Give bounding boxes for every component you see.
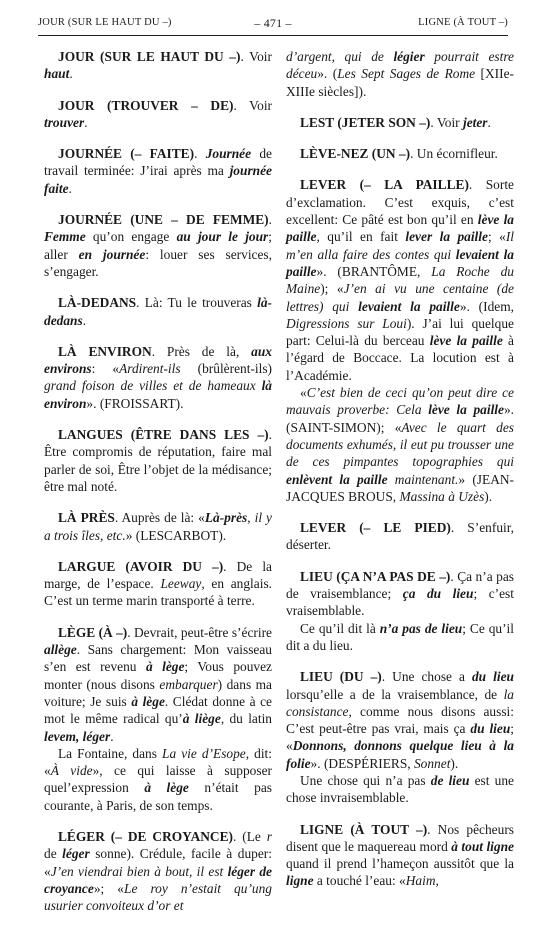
entry-journee-une-de-femme — [44, 211, 272, 280]
entry-paragraph — [44, 211, 272, 280]
text-run: . — [84, 114, 88, 130]
text-run: à lège — [145, 659, 185, 675]
text-run: . Devrait, peut-être s’écrire — [127, 624, 272, 640]
entry-paragraph — [286, 668, 514, 772]
headword: LIEU (ÇA N’A PAS DE –) — [300, 568, 451, 584]
text-run: r — [266, 828, 272, 844]
text-run: » (JEAN-JACQUES BROUS, — [286, 471, 514, 504]
text-run: il y a trois îles, etc. — [44, 510, 272, 543]
text-run: ». (BRANTÔME, — [316, 263, 432, 279]
entry-journee-faite — [44, 145, 272, 197]
text-run: quand il prend l’hameçon aussitôt que la — [286, 856, 514, 872]
entry-paragraph — [44, 828, 272, 914]
headword: LIGNE (À TOUT –) — [300, 821, 428, 837]
entry-paragraph — [44, 145, 272, 197]
entry-paragraph — [44, 97, 272, 132]
headword: LIEU (DU –) — [300, 669, 382, 685]
entry-paragraph — [44, 745, 272, 814]
headword: LEST (JETER SON –) — [300, 114, 431, 130]
text-run: La Fontaine, dans — [58, 745, 163, 761]
text-run: Il m’en alla faire des contes qui — [286, 229, 514, 262]
text-run: J’en viendrai bien à bout, il est — [50, 863, 228, 879]
text-run: . Un écornifleur. — [410, 146, 498, 162]
text-run: de travail terminée: J’irai après ma — [44, 146, 272, 179]
entry-leger-continued — [286, 48, 514, 100]
text-run: Une chose qui n’a pas — [300, 772, 431, 788]
text-run: . Sans chargement: Mon vaisseau s’en est revenu — [44, 642, 272, 675]
text-run: . Clédat donne à ce mot le même radical qu’ — [44, 693, 272, 727]
entry-jour-trouver-de — [44, 97, 272, 132]
text-run: . Voir — [233, 97, 273, 113]
text-run: ». (SAINT-SIMON); « — [286, 402, 514, 435]
text-run: . Près de là, — [151, 343, 252, 359]
entry-leve-nez-un — [286, 145, 514, 162]
text-run: ; aller — [44, 229, 272, 262]
entry-paragraph — [44, 624, 272, 745]
text-run: levem, léger — [44, 728, 111, 744]
text-run: a touché l’eau: « — [313, 873, 406, 889]
entry-ligne-a-tout — [286, 821, 514, 890]
entry-lieu-ca-na-pas-de — [286, 568, 514, 654]
text-run: ligne — [286, 873, 314, 889]
entry-la-environ — [44, 343, 272, 412]
right-column — [286, 48, 514, 904]
text-run: ). J’ai lui quelque part: Celui-là du berceau — [286, 315, 514, 349]
text-run: Ardirent-ils — [119, 361, 181, 377]
text-run: ). — [484, 488, 493, 504]
text-run: »; « — [93, 880, 124, 896]
text-run: », ce qui laisse à supposer quel’expression — [44, 763, 272, 796]
text-run: Les Sept Sages de Rome — [337, 66, 476, 82]
text-run: ; « — [487, 229, 506, 245]
header-right-guideword: LIGNE (À TOUT –) — [418, 17, 508, 28]
text-run: « — [300, 385, 307, 401]
entry-lever-la-paille — [286, 176, 514, 505]
headword: JOUR (SUR LE HAUT DU –) — [58, 49, 241, 64]
text-run: à l’égard de Boccace. La locution est à l’Académie. — [286, 333, 514, 383]
text-run: Là-près — [204, 510, 248, 526]
text-run: . Nos pêcheurs disent que le maquereau mord — [286, 821, 514, 854]
text-run: à liège — [182, 711, 221, 727]
text-run: qu’on engage — [85, 229, 177, 245]
text-run: . Une chose a — [381, 669, 472, 685]
page-number: – 471 – — [254, 16, 292, 30]
text-run: ). — [450, 755, 459, 771]
text-run: embarquer — [159, 676, 218, 692]
header-rule — [38, 35, 508, 36]
text-run: là environ — [44, 378, 272, 411]
text-run: Avec le quart des documents exhumés, il eut pu trousser une de ces pimpantes topographies qui — [286, 419, 514, 470]
text-run: , dit: « — [44, 745, 272, 779]
text-run: Haim, — [405, 873, 439, 889]
text-run: Femme — [44, 229, 86, 245]
text-run: , — [247, 510, 255, 526]
text-run: Massina à Uzès — [399, 488, 485, 504]
text-run: : « — [91, 361, 120, 377]
text-run: ». (DESPÉRIERS, — [310, 755, 414, 771]
running-header — [38, 14, 508, 36]
text-run: Ce qu’il dit là — [300, 620, 380, 636]
text-run: : louer ses services, s’engager. — [44, 246, 272, 279]
text-run: , du latin — [220, 711, 272, 727]
text-run: . — [487, 114, 491, 130]
text-run: Digressions sur Loui — [286, 315, 407, 331]
entry-la-dedans — [44, 294, 272, 329]
text-run: léger de croyance — [44, 863, 272, 896]
text-run: du lieu — [470, 721, 511, 737]
entry-paragraph — [44, 558, 272, 610]
text-run: là-dedans — [44, 295, 272, 328]
entry-paragraph — [44, 509, 272, 544]
text-run: La vie d’Esope — [162, 745, 246, 761]
text-run: lorsqu’elle a de la vraisemblance, de — [286, 686, 504, 702]
headword: LÀ ENVIRON — [58, 343, 152, 359]
entry-lege-a — [44, 624, 272, 814]
text-run: Journée — [205, 146, 252, 162]
text-run: lève la paille — [286, 212, 514, 245]
text-run: . Voir — [240, 49, 272, 64]
text-run: au jour le jour — [176, 229, 269, 245]
text-run: de lieu — [430, 772, 470, 788]
text-run: ) dans ma voiture; Je suis — [44, 676, 272, 709]
entry-paragraph — [286, 176, 514, 384]
text-run: » (LESCARBOT). — [125, 527, 227, 543]
text-run: lever la paille — [405, 229, 488, 245]
entry-paragraph — [44, 343, 272, 412]
text-run: journée faite — [44, 163, 272, 196]
headword: JOURNÉE (– FAITE) — [58, 146, 195, 162]
text-run: de — [44, 846, 63, 862]
entry-leger-de-croyance — [44, 828, 272, 914]
text-run: en journée — [78, 246, 146, 262]
text-run: ); « — [320, 281, 344, 297]
text-run: n’a pas de lieu — [379, 620, 463, 636]
text-run: trouver — [44, 114, 85, 130]
entry-paragraph — [44, 426, 272, 495]
headword: LÈGE (À –) — [58, 624, 128, 640]
text-run: . Ça n’a pas de vraisemblance; — [286, 568, 514, 602]
entry-lieu-du — [286, 668, 514, 806]
text-run: est une chose invraisemblable. — [286, 772, 514, 806]
text-run: Sonnet — [413, 755, 451, 771]
headword: LÈVE-NEZ (UN –) — [300, 146, 411, 162]
entry-la-pres — [44, 509, 272, 544]
headword: LANGUES (ÊTRE DANS LES –) — [58, 427, 269, 443]
text-run: . — [268, 212, 272, 228]
text-run: ; Vous pouvez monter (nous disons — [44, 659, 272, 692]
text-run: . Là: Tu le trouveras — [136, 295, 258, 311]
text-run: . S’enfuir, déserter. — [286, 520, 514, 553]
text-run: lève la paille — [428, 402, 504, 418]
text-run: grand foison de villes et de hameaux — [44, 378, 262, 394]
text-run: lève la paille — [429, 333, 503, 349]
text-run: , comme nous disons aussi: C’est peut-être pas vrai, mais ça — [286, 703, 514, 737]
text-run: . — [110, 728, 114, 744]
text-run: enlèvent la paille — [286, 471, 388, 487]
text-run: à lège — [131, 693, 165, 709]
entry-paragraph — [286, 384, 514, 505]
text-run: . Voir — [430, 114, 463, 130]
text-run: ». (FROISSART). — [86, 395, 184, 411]
entry-paragraph — [286, 568, 514, 620]
headword: LARGUE (AVOIR DU –) — [58, 558, 224, 574]
entry-paragraph — [286, 519, 514, 554]
entry-paragraph — [286, 114, 514, 131]
text-run: ça du lieu — [402, 586, 474, 602]
text-run: . (Le — [233, 828, 267, 844]
text-run: , en anglais. C’est un terme marin transporté à terre. — [44, 576, 273, 609]
text-run: la consistance — [286, 686, 514, 719]
text-run: Leeway — [160, 576, 202, 592]
text-run: du lieu — [471, 669, 514, 685]
text-run: ; Ce qu’il dit a du lieu. — [286, 620, 514, 653]
entry-lever-le-pied — [286, 519, 514, 554]
header-left-guideword: JOUR (SUR LE HAUT DU –) — [38, 17, 172, 28]
text-run: légier — [393, 49, 425, 64]
text-run: ». ( — [317, 66, 338, 82]
entry-langues-etre-dans-les — [44, 426, 272, 495]
text-run: ; « — [286, 721, 515, 754]
text-run: allège — [44, 642, 77, 658]
text-run: . Sorte d’exclamation. C’est exquis, c’est excellent: Ce pâté est bon qu’il en — [286, 177, 514, 228]
text-run: jeter — [462, 114, 488, 130]
text-run: . — [194, 146, 206, 162]
entry-paragraph — [286, 48, 514, 100]
text-run: léger — [62, 846, 90, 862]
entry-largue-avoir-du — [44, 558, 272, 610]
text-run: sonne). Crédule, facile à duper: « — [44, 846, 272, 879]
entry-paragraph — [286, 620, 514, 655]
text-run: . De la marge, de l’espace. — [44, 558, 272, 592]
text-run: ; c’est vraisemblable. — [286, 586, 514, 619]
entry-paragraph — [286, 821, 514, 890]
text-run: levaient la paille — [286, 246, 514, 279]
text-run: . Auprès de là: « — [114, 510, 205, 526]
text-run: à tout ligne — [451, 838, 514, 854]
headword: JOURNÉE (UNE – DE FEMME) — [58, 212, 269, 228]
headword: LEVER (– LA PAILLE) — [300, 177, 469, 193]
headword: LEVER (– LE PIED) — [300, 520, 451, 536]
text-run: . — [68, 180, 72, 196]
text-run: J’en ai vu une centaine (de lettres) qui — [286, 281, 515, 314]
text-run: C’est bien de ceci qu’on peut dire ce mauvais proverbe: Cela — [286, 385, 514, 418]
headword: LÀ-DEDANS — [58, 295, 137, 311]
left-column — [44, 48, 272, 928]
headword: JOUR (TROUVER – DE) — [58, 97, 234, 113]
text-run: pourrait estre déceu — [286, 49, 514, 82]
text-run: , qu’il en fait — [316, 229, 406, 245]
text-run: maintenant. — [387, 471, 459, 487]
entry-lest-jeter-son — [286, 114, 514, 131]
text-run: (brûlèrent-ils) — [180, 361, 272, 377]
text-run: Donnons, donnons quelque lieu à la folie — [286, 738, 514, 771]
text-run: d’argent, qui de — [286, 49, 394, 64]
text-run: La Roche du Maine — [286, 263, 514, 297]
text-run: À vide — [50, 763, 93, 779]
text-run: aux environs — [44, 343, 272, 377]
text-run: haut — [44, 66, 70, 82]
text-run: levaient la paille — [358, 298, 460, 314]
text-run: . — [69, 66, 73, 82]
text-run: . — [82, 312, 87, 328]
entry-paragraph — [44, 48, 272, 83]
entry-jour-sur-le-haut-du — [44, 48, 272, 83]
entry-paragraph — [44, 294, 272, 329]
headword: LÀ PRÈS — [58, 510, 115, 526]
text-run: Le roy n’estait qu’ung usurier convoiteux d’or et — [44, 880, 272, 914]
entry-paragraph — [286, 772, 514, 807]
text-run: ». (Idem, — [459, 298, 514, 314]
text-run: . Être compromis de réputation, faire mal parler de soi, Être l’objet de la médisance; être mal noté. — [44, 427, 272, 494]
text-run: à lège — [144, 780, 189, 796]
text-run: n’était pas courante, à Paris, de son temps. — [44, 780, 272, 813]
text-run: [XIIe-XIIIe siècles]). — [286, 66, 514, 99]
entry-paragraph — [286, 145, 514, 162]
headword: LÉGER (– DE CROYANCE) — [58, 828, 233, 844]
